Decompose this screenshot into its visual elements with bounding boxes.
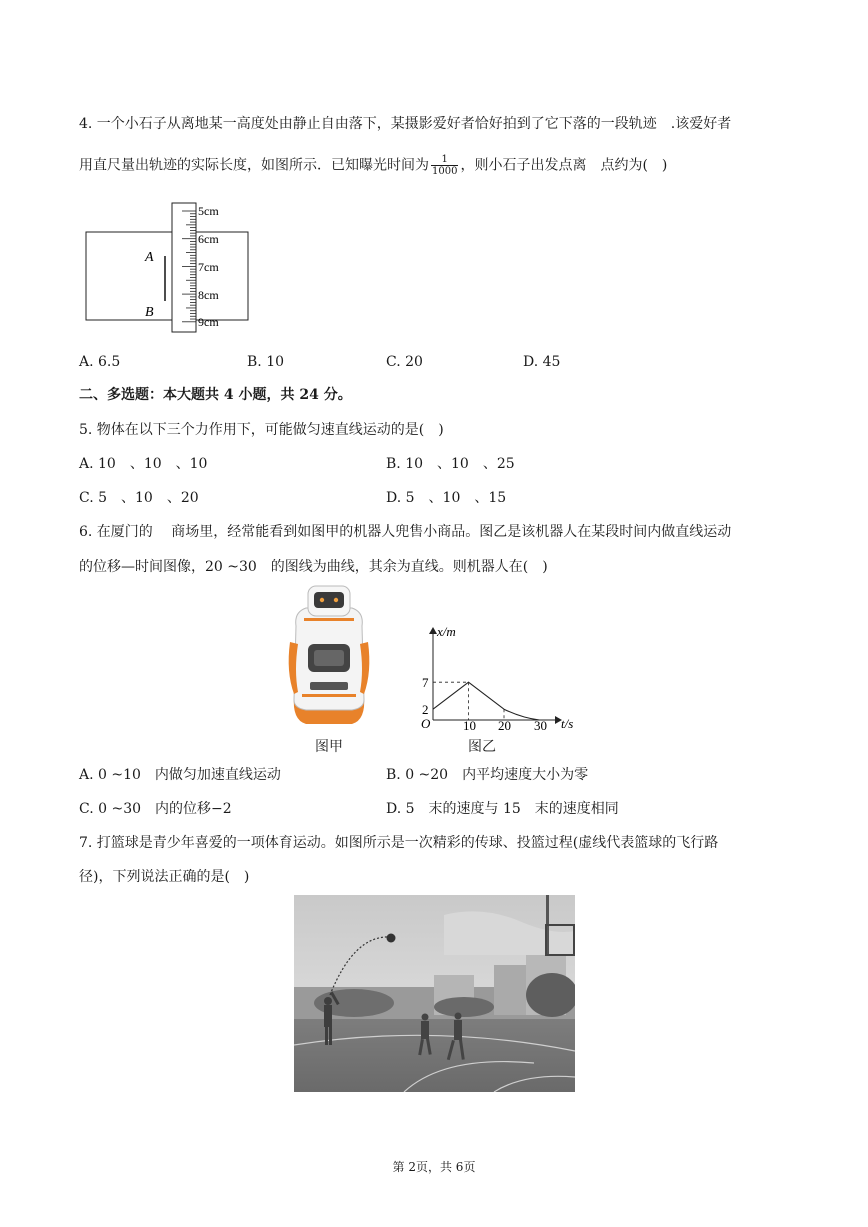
q4-stem-line1: 4. 一个小石子从离地某一高度处由静止自由落下，某摄影爱好者恰好拍到了它下落的一段轨迹 .该爱好者 bbox=[79, 116, 732, 132]
robot-left-eye bbox=[320, 598, 324, 602]
q5-option-d: D. 5 、10 、15 bbox=[386, 490, 507, 506]
q6-option-b: B. 0 ~20 内平均速度大小为零 bbox=[386, 767, 589, 783]
robot-stripe-top bbox=[304, 618, 354, 621]
photo-basketball bbox=[387, 934, 396, 943]
q6-stem-line1: 6. 在厦门的 商场里，经常能看到如图甲的机器人兜售小商品。图乙是该机器人在某段时间内做直线运动 bbox=[79, 524, 732, 540]
point-a-label: A bbox=[145, 250, 154, 265]
exposure-fraction bbox=[431, 154, 458, 177]
fraction-denominator: 1000 bbox=[432, 166, 458, 177]
y-tick-2: 2 bbox=[422, 702, 429, 718]
q5-option-a: A. 10 、10 、10 bbox=[79, 456, 208, 472]
figure-b-caption: 图乙 bbox=[468, 739, 496, 755]
x-axis-label: t/s bbox=[561, 716, 574, 731]
y-tick-7: 7 bbox=[422, 675, 429, 691]
section-heading-multiple-choice: 二、多选题：本大题共 4 小题，共 24 分。 bbox=[79, 387, 352, 403]
q6-option-a: A. 0 ~10 内做匀加速直线运动 bbox=[79, 767, 281, 783]
q4-option-d: D. 45 bbox=[523, 354, 561, 370]
q7-stem-line2: 径)，下列说法正确的是( ) bbox=[79, 869, 250, 885]
graph-line bbox=[433, 682, 540, 720]
robot-screen-inner bbox=[314, 650, 344, 666]
y-axis-label: x/m bbox=[437, 624, 456, 639]
basketball-photo bbox=[294, 895, 575, 1092]
ruler-label-8cm: 8cm bbox=[198, 288, 219, 302]
q6-stem-line2: 的位移—时间图像，20 ~30 的图线为曲线，其余为直线。则机器人在( ) bbox=[79, 559, 548, 575]
photo-building-2 bbox=[494, 965, 528, 1015]
figure-a-caption: 图甲 bbox=[315, 739, 343, 755]
x-tick-20: 20 bbox=[498, 718, 511, 733]
ruler-label-7cm: 7cm bbox=[198, 260, 219, 274]
robot-right-eye bbox=[334, 598, 338, 602]
displacement-time-graph bbox=[415, 620, 590, 735]
ruler-label-9cm: 9cm bbox=[198, 315, 219, 329]
photo-court bbox=[294, 1019, 575, 1092]
q5-option-b: B. 10 、10 、25 bbox=[386, 456, 515, 472]
q7-stem-line1: 7. 打篮球是青少年喜爱的一项体育运动。如图所示是一次精彩的传球、投篮过程(虚线代表篮球的飞行路 bbox=[79, 835, 719, 851]
ruler-figure bbox=[84, 198, 264, 338]
robot-panel bbox=[310, 682, 348, 690]
q4-option-c: C. 20 bbox=[386, 354, 423, 370]
q4-option-a: A. 6.5 bbox=[79, 354, 121, 370]
q4-stem-line2-before: 用直尺量出轨迹的实际长度，如图所示．已知曝光时间为 bbox=[79, 157, 429, 174]
point-b-label: B bbox=[145, 305, 154, 320]
photo-frame bbox=[86, 232, 248, 320]
q5-option-c: C. 5 、10 、20 bbox=[79, 490, 199, 506]
q4-stem-line2 bbox=[79, 154, 667, 177]
photo-trees-mid bbox=[434, 997, 494, 1017]
q4-stem-line2-after: ，则小石子出发点离 点约为( ) bbox=[460, 157, 668, 174]
ruler-label-5cm: 5cm bbox=[198, 204, 219, 218]
robot-illustration bbox=[286, 582, 372, 730]
q6-option-d: D. 5 末的速度与 15 末的速度相同 bbox=[386, 801, 619, 817]
robot-stripe-bottom bbox=[302, 694, 356, 697]
robot-face-screen bbox=[314, 592, 344, 608]
q4-option-b: B. 10 bbox=[247, 354, 285, 370]
ruler-label-6cm: 6cm bbox=[198, 232, 219, 246]
fraction-numerator: 1 bbox=[431, 154, 458, 166]
q6-option-c: C. 0 ~30 内的位移−2 bbox=[79, 801, 232, 817]
q5-stem: 5. 物体在以下三个力作用下，可能做匀速直线运动的是( ) bbox=[79, 422, 444, 438]
origin-label: O bbox=[421, 716, 431, 731]
x-tick-30: 30 bbox=[534, 718, 547, 733]
page-footer: 第 2页，共 6页 bbox=[392, 1160, 476, 1174]
x-tick-10: 10 bbox=[463, 718, 476, 733]
